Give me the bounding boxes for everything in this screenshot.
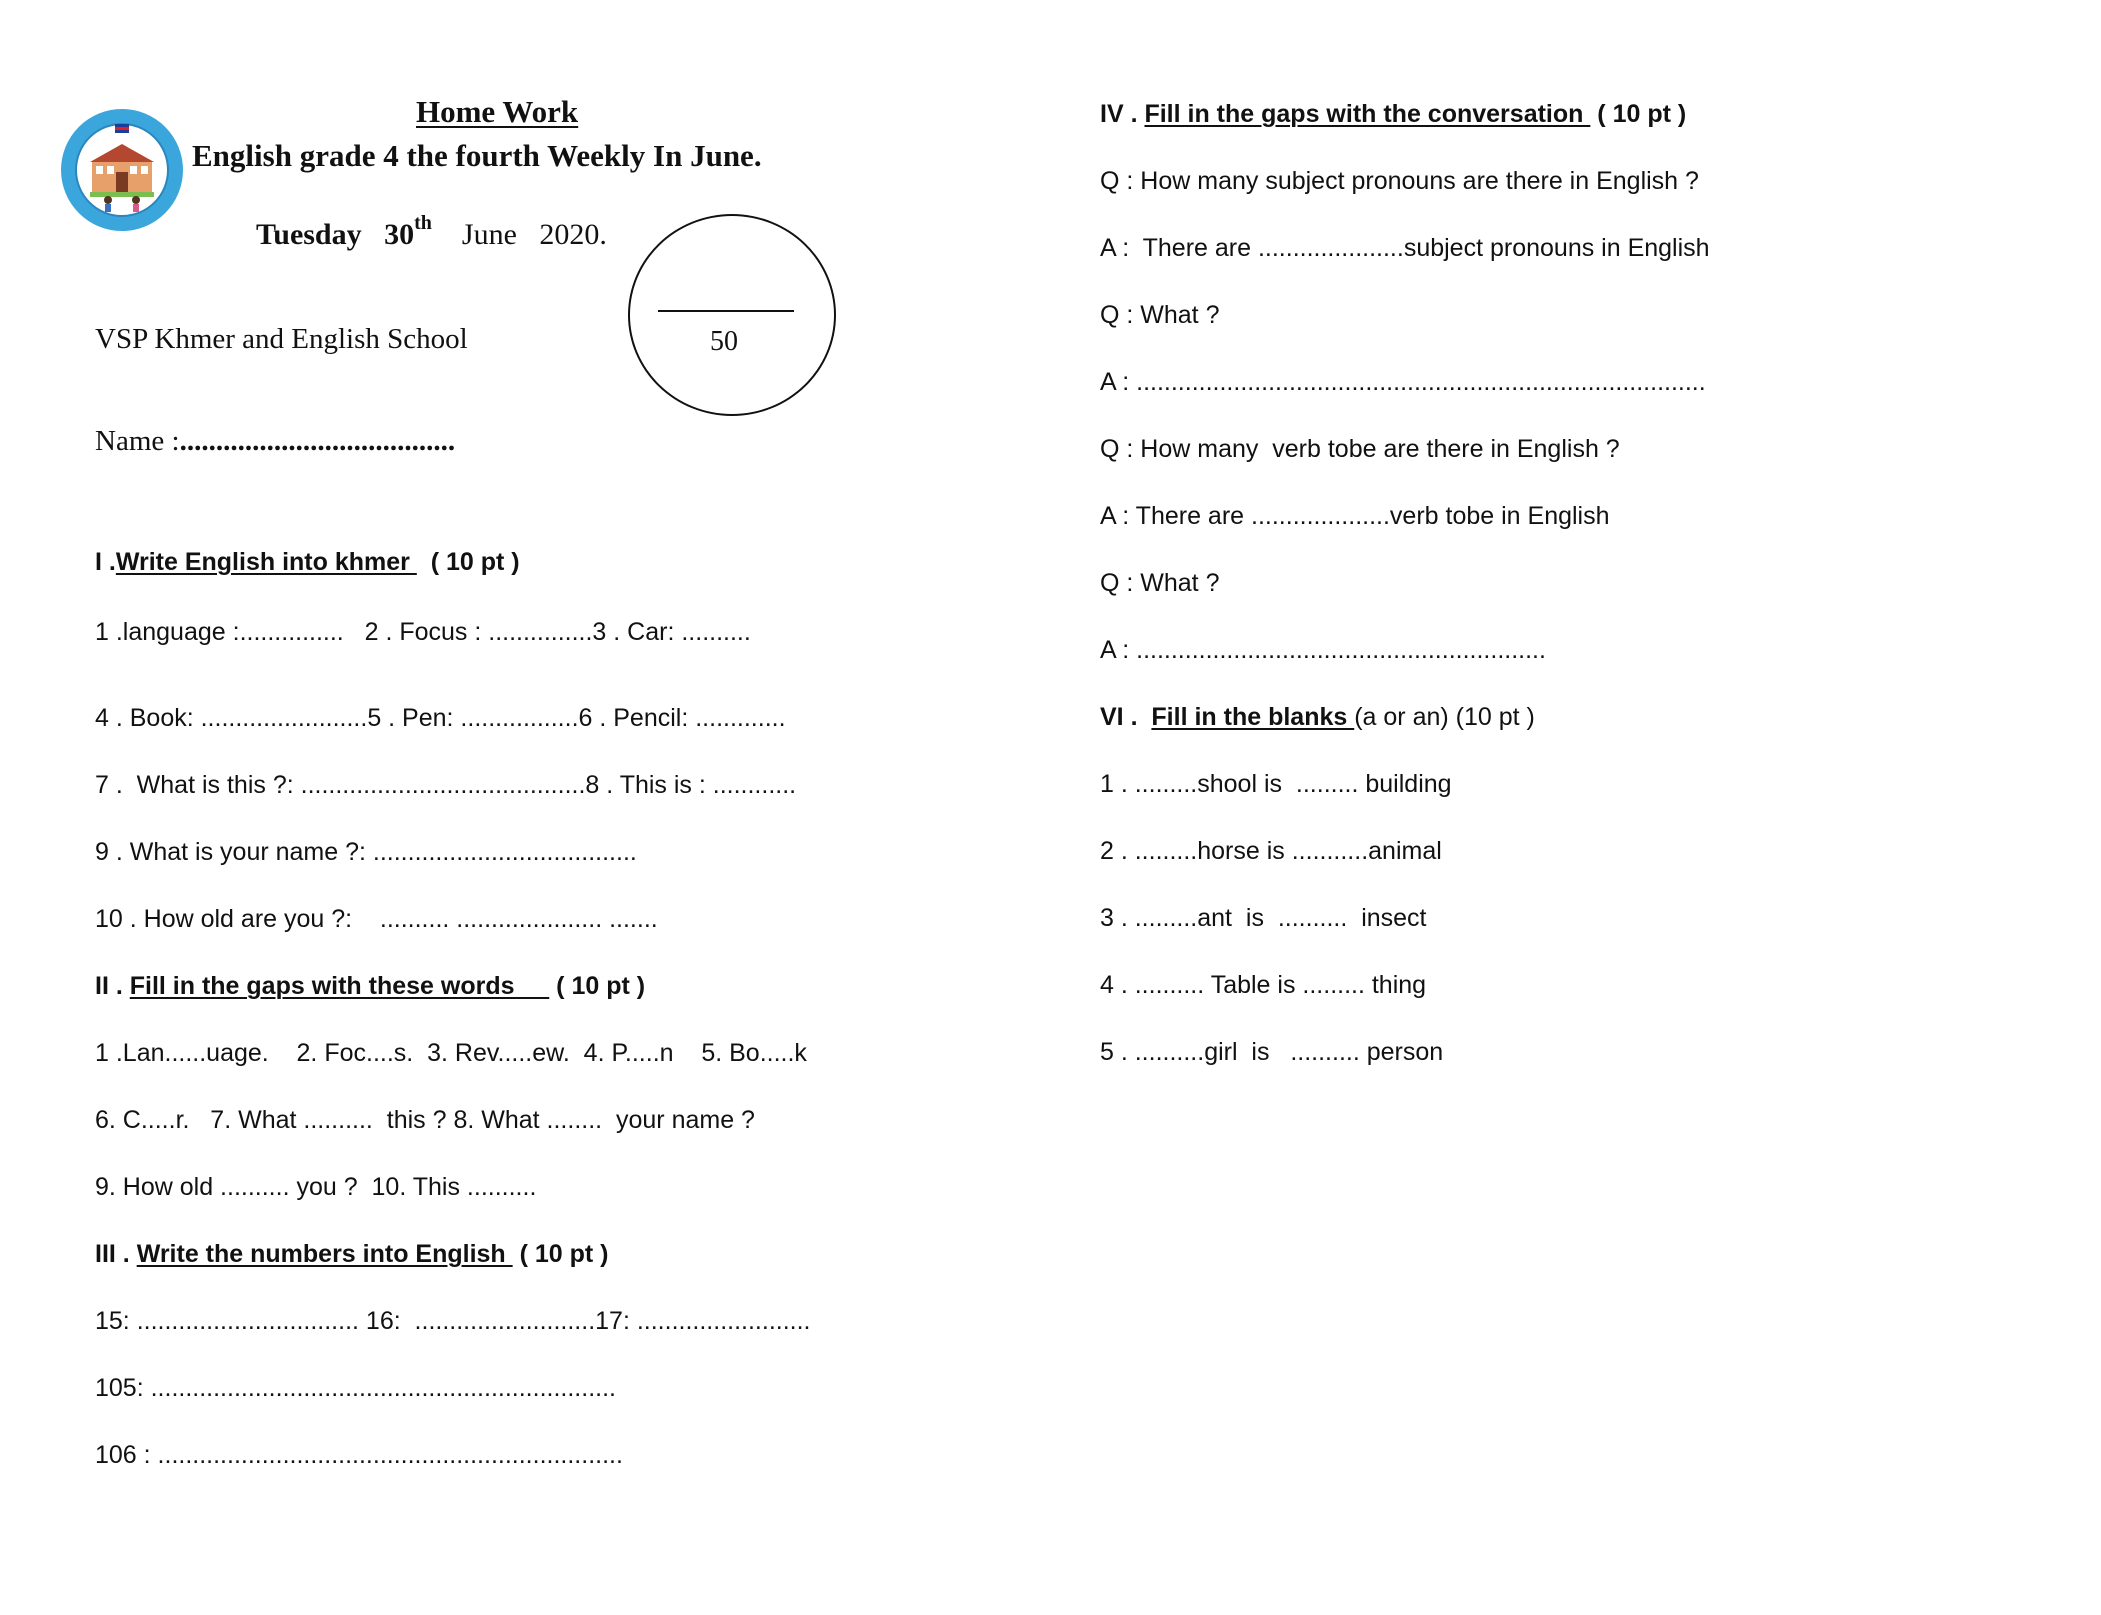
conversation-line: A : There are .....................subject pronouns in English [1100, 234, 1710, 262]
school-seal-logo [60, 108, 184, 232]
conversation-line: Q : What ? [1100, 301, 1220, 329]
section-points: ( 10 pt ) [549, 972, 646, 1000]
section-3-heading [95, 1240, 608, 1269]
section-points: (a or an) (10 pt ) [1354, 703, 1535, 731]
section-title: Fill in the blanks [1151, 703, 1355, 731]
section-title: Write English into khmer [115, 548, 417, 576]
date-day: Tuesday [256, 218, 362, 251]
score-circle [628, 214, 836, 416]
blank-line: 2 . .........horse is ...........animal [1100, 837, 1442, 865]
section-2-heading [95, 972, 645, 1001]
section-prefix: II . [95, 972, 130, 1000]
section-points: ( 10 pt ) [1590, 100, 1687, 128]
section-title: Fill in the gaps with the conversation [1144, 100, 1591, 128]
question-line: 105: ................................................................... [95, 1374, 616, 1402]
question-line: 1 .language :............... 2 . Focus : ...............3 . Car: .......... [95, 618, 751, 646]
blank-line: 3 . .........ant is .......... insect [1100, 904, 1427, 932]
name-dots: ...................................... [179, 425, 456, 457]
section-prefix: III . [95, 1240, 137, 1268]
section-points: ( 10 pt ) [416, 548, 520, 576]
page-title: Home Work [416, 94, 579, 129]
blank-line: 1 . .........shool is ......... building [1100, 770, 1452, 798]
blank-line: 5 . ..........girl is .......... person [1100, 1038, 1444, 1066]
conversation-line: A : .................................................................................. [1100, 368, 1706, 396]
date-month-year: June 2020. [461, 218, 607, 251]
name-label: Name : [95, 425, 180, 457]
question-line: 7 . What is this ?: .........................................8 . This is : ............ [95, 771, 797, 799]
section-6-heading [1100, 703, 1535, 732]
question-line: 10 . How old are you ?: .......... ..................... ....... [95, 905, 658, 933]
conversation-line: A : ........................................................... [1100, 636, 1546, 664]
question-line: 6. C.....r. 7. What .......... this ? 8. What ........ your name ? [95, 1106, 755, 1134]
section-title: Fill in the gaps with these words [129, 972, 550, 1000]
blank-line: 4 . .......... Table is ......... thing [1100, 971, 1427, 999]
question-line: 1 .Lan......uage. 2. Foc....s. 3. Rev.....ew. 4. P.....n 5. Bo.....k [95, 1039, 807, 1067]
question-line: 9. How old .......... you ? 10. This .......... [95, 1173, 537, 1201]
section-title: Write the numbers into English [136, 1240, 513, 1268]
date-number: 30 [384, 218, 415, 251]
section-1-heading [95, 548, 520, 577]
question-line: 9 . What is your name ?: ...................................... [95, 838, 637, 866]
name-field[interactable] [95, 425, 455, 458]
conversation-line: Q : What ? [1100, 569, 1220, 597]
question-line: 15: ................................ 16: ..........................17: ......................... [95, 1307, 811, 1335]
section-points: ( 10 pt ) [512, 1240, 609, 1268]
conversation-line: Q : How many verb tobe are there in English ? [1100, 435, 1620, 463]
page-subtitle: English grade 4 the fourth Weekly In June. [192, 138, 762, 173]
question-line: 106 : ................................................................... [95, 1441, 623, 1469]
conversation-line: Q : How many subject pronouns are there in English ? [1100, 167, 1699, 195]
section-4-heading [1100, 100, 1686, 129]
question-line: 4 . Book: ........................5 . Pen: .................6 . Pencil: ............. [95, 704, 786, 732]
section-prefix: VI . [1100, 703, 1152, 731]
section-prefix: IV . [1100, 100, 1145, 128]
date-line [256, 212, 607, 252]
date-suffix: th [414, 212, 432, 234]
school-name: VSP Khmer and English School [95, 323, 468, 355]
score-blank-line [658, 310, 794, 312]
conversation-line: A : There are ....................verb tobe in English [1100, 502, 1610, 530]
section-prefix: I . [95, 548, 116, 576]
score-total: 50 [710, 326, 738, 357]
